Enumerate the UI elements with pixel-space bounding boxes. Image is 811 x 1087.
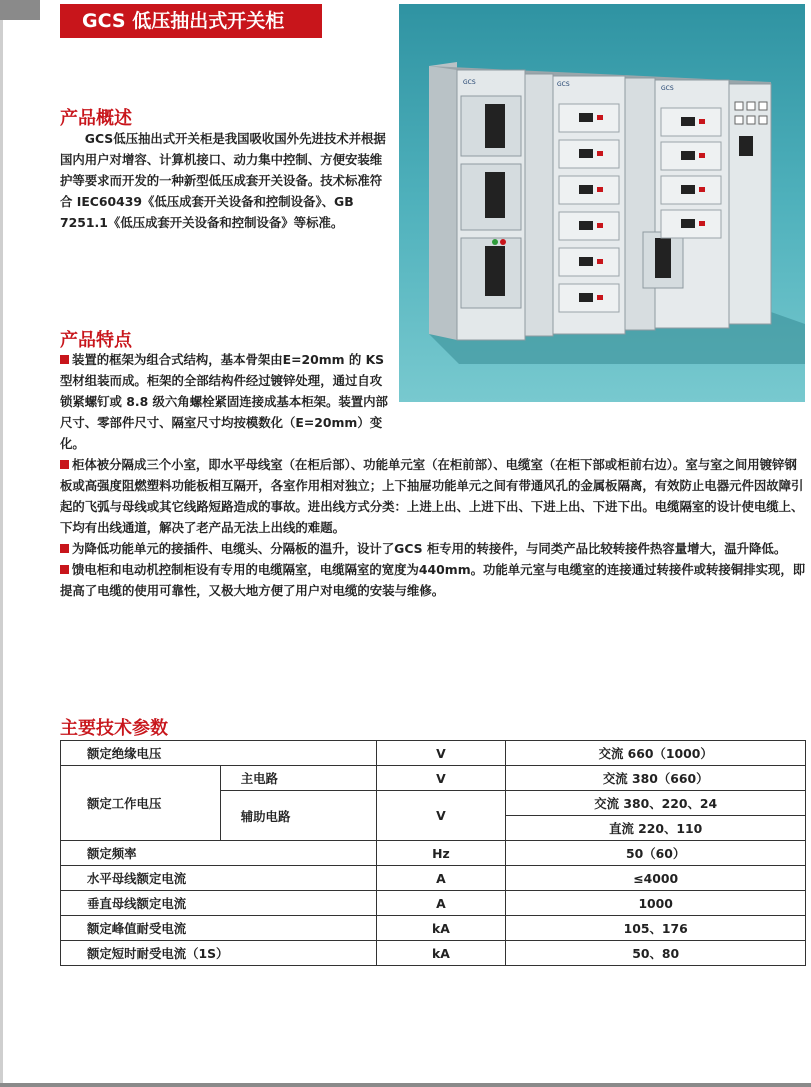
row-value: 交流 380（660）: [506, 766, 806, 791]
product-photo: [399, 4, 805, 402]
row-unit: Hz: [376, 841, 506, 866]
drawer-handle: [579, 149, 593, 158]
drawer-indicator: [597, 151, 603, 156]
drawer-handle: [579, 221, 593, 230]
row-label: 额定短时耐受电流（1S）: [61, 941, 377, 966]
drawer-handle: [579, 257, 593, 266]
drawer-indicator: [597, 223, 603, 228]
drawer-indicator: [597, 295, 603, 300]
table-row: [61, 916, 806, 941]
page-title: GCS 低压抽出式开关柜: [60, 4, 322, 38]
overview-text: GCS低压抽出式开关柜是我国吸收国外先进技术并根据国内用户对增容、计算机接口、动力集中控制、方便安装维护等要求而开发的一种新型低压成套开关设备。技术标准符合 IEC60439《低压成套开关设备和控制设备》、GB 7251.1《低压成套开关设备和控制设备》等标准。: [60, 131, 386, 230]
row-value: ≤4000: [506, 866, 806, 891]
drawer-handle: [681, 117, 695, 126]
left-border: [0, 0, 3, 1087]
bullet-icon: [60, 460, 69, 469]
table-row: [61, 891, 806, 916]
specs-table: [60, 740, 806, 966]
overview-heading: 产品概述: [60, 108, 132, 129]
row-value: 105、176: [506, 916, 806, 941]
row-unit: V: [376, 791, 506, 841]
cabinet-label: GCS: [463, 79, 476, 86]
drawer-handle: [681, 185, 695, 194]
row-label: 垂直母线额定电流: [61, 891, 377, 916]
row-value: 交流 660（1000）: [506, 741, 806, 766]
bullet-icon: [60, 544, 69, 553]
corner-block: [0, 0, 40, 20]
specs-heading: 主要技术参数: [60, 718, 168, 739]
feature-item: 为降低功能单元的接插件、电缆头、分隔板的温升，设计了GCS 柜专用的转接件，与同类产品比较转接件热容量增大，温升降低。: [60, 538, 808, 559]
drawer-indicator: [597, 115, 603, 120]
row-value: 直流 220、110: [506, 816, 806, 841]
features-list: [60, 349, 808, 601]
row-value: 交流 380、220、24: [506, 791, 806, 816]
row-label: 水平母线额定电流: [61, 866, 377, 891]
drawer-indicator: [699, 187, 705, 192]
feature-item: 馈电柜和电动机控制柜设有专用的电缆隔室，电缆隔室的宽度为440mm。功能单元室与电缆室的连接通过转接件或转接铜排实现，即提高了电缆的使用可靠性，又极大地方便了用户对电缆的安装与维修。: [60, 562, 806, 598]
cabinet-label: GCS: [661, 85, 674, 92]
bottom-border: [0, 1083, 811, 1087]
row-sublabel: 主电路: [220, 766, 376, 791]
cabinet-label: GCS: [557, 81, 570, 88]
row-label: 额定频率: [61, 841, 377, 866]
drawer-handle: [579, 185, 593, 194]
table-row: [61, 766, 806, 791]
drawer-indicator: [699, 153, 705, 158]
drawer-indicator: [597, 187, 603, 192]
row-label: 额定峰值耐受电流: [61, 916, 377, 941]
row-label: 额定工作电压: [61, 766, 221, 841]
row-unit: kA: [376, 941, 506, 966]
drawer-handle: [579, 293, 593, 302]
drawer-handle: [681, 219, 695, 228]
row-unit: A: [376, 891, 506, 916]
bullet-icon: [60, 355, 69, 364]
drawer-handle: [681, 151, 695, 160]
row-unit: V: [376, 741, 506, 766]
feature-item: 装置的框架为组合式结构，基本骨架由E=20mm 的 KS 型材组装而成。柜架的全部结构件经过镀锌处理，通过自攻锁紧螺钉或 8.8 级六角螺栓紧固连接成基本柜架。装置内部尺寸、零部件尺寸、隔室尺寸均按模数化（E=20mm）变化。: [60, 352, 388, 451]
bullet-icon: [60, 565, 69, 574]
features-heading: 产品特点: [60, 330, 132, 351]
table-row: [61, 941, 806, 966]
drawer-handle: [579, 113, 593, 122]
table-row: [61, 841, 806, 866]
row-unit: A: [376, 866, 506, 891]
table-row: [61, 741, 806, 766]
row-unit: kA: [376, 916, 506, 941]
row-value: 50（60）: [506, 841, 806, 866]
row-sublabel: 辅助电路: [220, 791, 376, 841]
row-label: 额定绝缘电压: [61, 741, 377, 766]
feature-item: 柜体被分隔成三个小室，即水平母线室（在柜后部）、功能单元室（在柜前部）、电缆室（在柜下部或柜前右边）。室与室之间用镀锌钢板或高强度阻燃塑料功能板相互隔开，各室作用相对独立；上下抽屉功能单元之间有带通风孔的金属板隔离，有效防止电器元件因故障引起的飞弧与母线或其它线路短路造成的事故。进出线方式分类：上进上出、上进下出、下进上出、下进下出。电缆隔室的设计使电缆上、下均有出线通道，解决了老产品无法上出线的难题。: [60, 457, 804, 535]
table-row: [61, 866, 806, 891]
row-value: 50、80: [506, 941, 806, 966]
drawer-indicator: [699, 221, 705, 226]
row-value: 1000: [506, 891, 806, 916]
drawer-indicator: [699, 119, 705, 124]
switchgear-illustration: [399, 4, 805, 402]
drawer-indicator: [597, 259, 603, 264]
row-unit: V: [376, 766, 506, 791]
